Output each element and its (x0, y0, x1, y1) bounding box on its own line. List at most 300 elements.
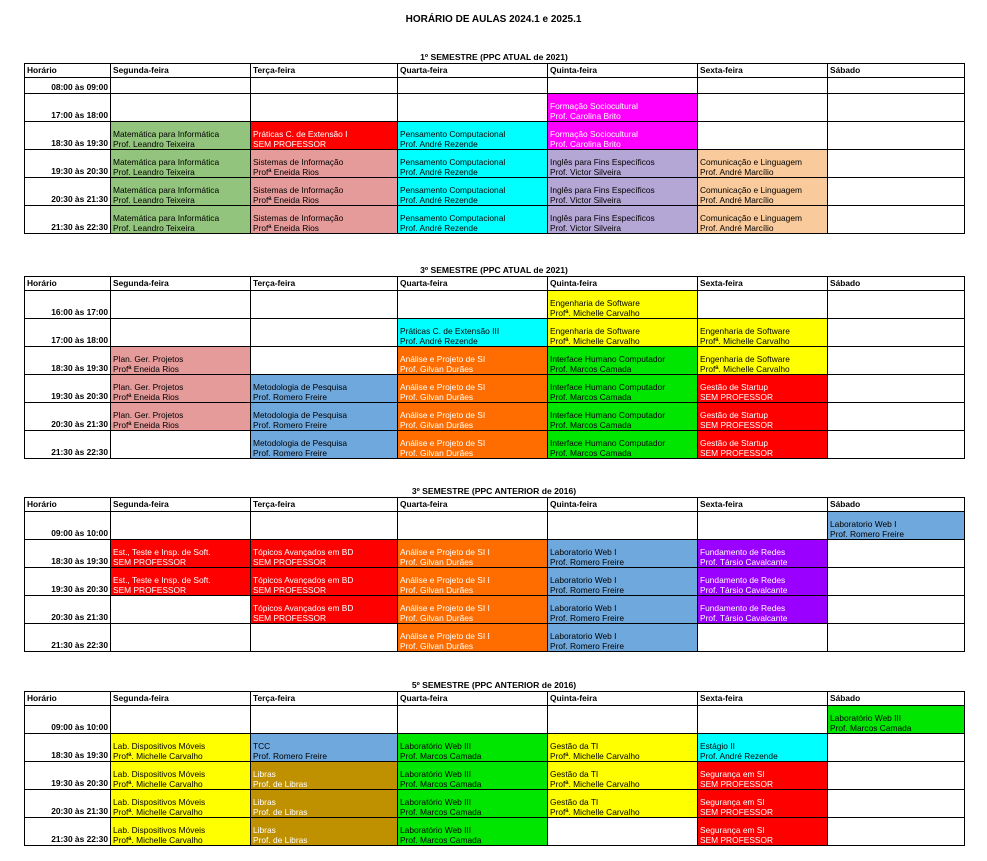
empty-cell (698, 122, 828, 150)
professor-name: Prof. Romero Freire (830, 528, 904, 539)
professor-name: Profª. Michelle Carvalho (700, 335, 790, 346)
class-cell (398, 122, 548, 150)
empty-cell (698, 291, 828, 319)
course-name: Gestão da TI (550, 769, 599, 779)
column-header: Segunda-feira (111, 692, 251, 706)
class-cell (251, 178, 398, 206)
empty-cell (251, 347, 398, 375)
class-cell (698, 347, 828, 375)
professor-name: Prof. Marcos Camada (400, 778, 482, 789)
course-name: Comunicação e Linguagem (700, 157, 802, 167)
column-header: Segunda-feira (111, 277, 251, 291)
course-name: Laboratório Web III (400, 769, 472, 779)
class-cell (251, 431, 398, 459)
empty-cell (548, 78, 698, 94)
class-cell (251, 818, 398, 846)
table-row (25, 319, 965, 347)
course-name: Análise e Projeto de SI (400, 438, 486, 448)
table-row (25, 624, 965, 652)
schedule-table (24, 691, 965, 846)
time-slot: 20:30 às 21:30 (25, 403, 111, 431)
schedule-table (24, 63, 965, 234)
course-name: Segurança em SI (700, 797, 765, 807)
class-cell (398, 375, 548, 403)
course-name: Sistemas de Informação (253, 213, 344, 223)
professor-name: SEM PROFESSOR (700, 834, 774, 845)
professor-name: Prof. Gilvan Durães (400, 556, 474, 567)
table-row (25, 78, 965, 94)
course-name: Matemática para Informática (113, 129, 220, 139)
course-name: Gestão de Startup (700, 382, 768, 392)
class-cell (828, 706, 965, 734)
class-cell (548, 403, 698, 431)
course-name: Metodologia de Pesquisa (253, 410, 348, 420)
section-title: 3º SEMESTRE (PPC ANTERIOR de 2016) (411, 486, 577, 496)
time-slot: 18:30 às 19:30 (25, 347, 111, 375)
class-cell (548, 291, 698, 319)
class-cell (251, 596, 398, 624)
class-cell (548, 150, 698, 178)
course-name: Pensamento Computacional (400, 213, 506, 223)
professor-name: Prof. André Marcílio (700, 222, 774, 233)
column-header: Quarta-feira (398, 64, 548, 78)
course-name: Tópicos Avançados em BD (253, 575, 354, 585)
class-cell (548, 734, 698, 762)
empty-cell (398, 706, 548, 734)
table-row (25, 734, 965, 762)
course-name: Metodologia de Pesquisa (253, 382, 348, 392)
course-name: Formação Sociocultural (550, 129, 638, 139)
course-name: Inglês para Fins Específicos (550, 213, 655, 223)
empty-cell (111, 706, 251, 734)
class-cell (698, 734, 828, 762)
class-cell (548, 375, 698, 403)
professor-name: Profª Eneida Rios (253, 194, 319, 205)
professor-name: Prof. André Rezende (700, 750, 778, 761)
professor-name: Prof. Leandro Teixeira (113, 222, 195, 233)
empty-cell (828, 150, 965, 178)
empty-cell (828, 347, 965, 375)
time-slot: 19:30 às 20:30 (25, 762, 111, 790)
course-name: Fundamento de Redes (700, 603, 786, 613)
course-name: Engenharia de Software (700, 326, 790, 336)
course-name: Análise e Projeto de SI I (400, 631, 490, 641)
column-header: Horário (25, 692, 111, 706)
professor-name: SEM PROFESSOR (253, 138, 327, 149)
table-row (25, 540, 965, 568)
professor-name: SEM PROFESSOR (700, 806, 774, 817)
professor-name: Profª Eneida Rios (113, 391, 179, 402)
time-slot: 18:30 às 19:30 (25, 734, 111, 762)
time-slot: 21:30 às 22:30 (25, 818, 111, 846)
course-name: Análise e Projeto de SI (400, 354, 486, 364)
professor-name: Prof. André Rezende (400, 335, 478, 346)
empty-cell (548, 818, 698, 846)
professor-name: Profª. Michelle Carvalho (550, 335, 640, 346)
course-name: Tópicos Avançados em BD (253, 603, 354, 613)
course-name: Análise e Projeto de SI (400, 410, 486, 420)
professor-name: Profª. Michelle Carvalho (550, 778, 640, 789)
course-name: Laboratorio Web I (830, 519, 897, 529)
course-name: Laboratório Web III (400, 741, 472, 751)
professor-name: Prof. Gilvan Durães (400, 391, 474, 402)
empty-cell (828, 818, 965, 846)
class-cell (698, 150, 828, 178)
time-slot: 16:00 às 17:00 (25, 291, 111, 319)
schedule-table (24, 497, 965, 652)
professor-name: Prof. André Marcílio (700, 166, 774, 177)
class-cell (698, 540, 828, 568)
professor-name: SEM PROFESSOR (700, 778, 774, 789)
empty-cell (828, 762, 965, 790)
time-slot: 18:30 às 19:30 (25, 540, 111, 568)
time-slot: 20:30 às 21:30 (25, 596, 111, 624)
class-cell (251, 540, 398, 568)
class-cell (828, 512, 965, 540)
column-header: Sábado (828, 692, 965, 706)
course-name: Laboratorio Web I (550, 631, 617, 641)
class-cell (698, 818, 828, 846)
professor-name: Prof. Romero Freire (253, 750, 327, 761)
class-cell (251, 150, 398, 178)
course-name: Gestão de Startup (700, 410, 768, 420)
empty-cell (111, 624, 251, 652)
time-slot: 19:30 às 20:30 (25, 375, 111, 403)
course-name: Matemática para Informática (113, 213, 220, 223)
professor-name: Prof. Gilvan Durães (400, 612, 474, 623)
professor-name: Prof. Marcos Camada (830, 722, 912, 733)
professor-name: Profª. Michelle Carvalho (113, 750, 203, 761)
empty-cell (698, 624, 828, 652)
course-name: Matemática para Informática (113, 185, 220, 195)
table-row (25, 706, 965, 734)
empty-cell (111, 596, 251, 624)
class-cell (398, 596, 548, 624)
class-cell (111, 790, 251, 818)
column-header: Segunda-feira (111, 64, 251, 78)
table-row (25, 94, 965, 122)
course-name: Est., Teste e Insp. de Soft. (113, 547, 211, 557)
professor-name: Prof. de Libras (253, 834, 308, 845)
column-header: Terça-feira (251, 277, 398, 291)
schedule-section (24, 265, 964, 459)
column-header: Horário (25, 64, 111, 78)
empty-cell (251, 319, 398, 347)
professor-name: Prof. de Libras (253, 806, 308, 817)
professor-name: Profª. Michelle Carvalho (113, 834, 203, 845)
column-header: Quarta-feira (398, 498, 548, 512)
time-slot: 20:30 às 21:30 (25, 790, 111, 818)
class-cell (398, 568, 548, 596)
professor-name: Profª. Michelle Carvalho (550, 307, 640, 318)
course-name: Comunicação e Linguagem (700, 213, 802, 223)
column-header: Terça-feira (251, 64, 398, 78)
professor-name: Prof. Romero Freire (253, 419, 327, 430)
empty-cell (111, 431, 251, 459)
table-row (25, 790, 965, 818)
table-row (25, 347, 965, 375)
course-name: Sistemas de Informação (253, 185, 344, 195)
time-slot: 17:00 às 18:00 (25, 319, 111, 347)
class-cell (398, 206, 548, 234)
class-cell (398, 540, 548, 568)
class-cell (548, 540, 698, 568)
class-cell (111, 178, 251, 206)
professor-name: Prof. de Libras (253, 778, 308, 789)
course-name: Formação Sociocultural (550, 101, 638, 111)
course-name: Laboratório Web III (830, 713, 902, 723)
time-slot: 21:30 às 22:30 (25, 431, 111, 459)
professor-name: Prof. Marcos Camada (550, 419, 632, 430)
course-name: Libras (253, 825, 276, 835)
empty-cell (698, 512, 828, 540)
professor-name: SEM PROFESSOR (113, 556, 187, 567)
class-cell (398, 818, 548, 846)
column-header: Sexta-feira (698, 64, 828, 78)
class-cell (548, 596, 698, 624)
professor-name: Prof. Victor Silveira (550, 222, 622, 233)
empty-cell (828, 291, 965, 319)
header-row (25, 498, 965, 512)
course-name: Análise e Projeto de SI I (400, 575, 490, 585)
class-cell (398, 624, 548, 652)
class-cell (698, 596, 828, 624)
class-cell (398, 762, 548, 790)
empty-cell (828, 624, 965, 652)
empty-cell (251, 291, 398, 319)
course-name: Gestão da TI (550, 797, 599, 807)
table-row (25, 178, 965, 206)
professor-name: Prof. Gilvan Durães (400, 363, 474, 374)
class-cell (548, 762, 698, 790)
professor-name: Prof. Romero Freire (550, 584, 624, 595)
time-slot: 08:00 às 09:00 (25, 78, 111, 94)
class-cell (548, 790, 698, 818)
course-name: Pensamento Computacional (400, 185, 506, 195)
table-row (25, 762, 965, 790)
course-name: Laboratorio Web I (550, 575, 617, 585)
column-header: Segunda-feira (111, 498, 251, 512)
class-cell (111, 734, 251, 762)
course-name: Lab. Dispositivos Móveis (113, 797, 206, 807)
professor-name: Profª Eneida Rios (253, 222, 319, 233)
class-cell (398, 403, 548, 431)
class-cell (548, 94, 698, 122)
professor-name: SEM PROFESSOR (700, 391, 774, 402)
course-name: Tópicos Avançados em BD (253, 547, 354, 557)
schedule-section (24, 486, 964, 652)
table-row (25, 291, 965, 319)
column-header: Quinta-feira (548, 64, 698, 78)
schedule-table (24, 276, 965, 459)
empty-cell (828, 319, 965, 347)
course-name: Lab. Dispositivos Móveis (113, 769, 206, 779)
empty-cell (828, 734, 965, 762)
course-name: Fundamento de Redes (700, 575, 786, 585)
professor-name: SEM PROFESSOR (113, 584, 187, 595)
time-slot: 21:30 às 22:30 (25, 624, 111, 652)
course-name: Lab. Dispositivos Móveis (113, 825, 206, 835)
empty-cell (828, 375, 965, 403)
course-name: Laboratório Web III (400, 825, 472, 835)
table-row (25, 150, 965, 178)
course-name: Inglês para Fins Específicos (550, 185, 655, 195)
class-cell (251, 122, 398, 150)
time-slot: 20:30 às 21:30 (25, 178, 111, 206)
column-header: Terça-feira (251, 498, 398, 512)
class-cell (111, 762, 251, 790)
empty-cell (698, 78, 828, 94)
time-slot: 17:00 às 18:00 (25, 94, 111, 122)
professor-name: Prof. Carolina Brito (550, 138, 621, 149)
empty-cell (548, 706, 698, 734)
course-name: Lab. Dispositivos Móveis (113, 741, 206, 751)
time-slot: 19:30 às 20:30 (25, 568, 111, 596)
empty-cell (828, 78, 965, 94)
class-cell (698, 431, 828, 459)
course-name: Engenharia de Software (550, 326, 640, 336)
professor-name: Profª. Michelle Carvalho (113, 806, 203, 817)
empty-cell (111, 94, 251, 122)
professor-name: Prof. André Rezende (400, 222, 478, 233)
class-cell (251, 403, 398, 431)
professor-name: Profª. Michelle Carvalho (550, 806, 640, 817)
table-row (25, 568, 965, 596)
empty-cell (251, 624, 398, 652)
professor-name: Prof. Leandro Teixeira (113, 166, 195, 177)
professor-name: Prof. André Rezende (400, 166, 478, 177)
class-cell (111, 206, 251, 234)
header-row (25, 64, 965, 78)
class-cell (251, 790, 398, 818)
empty-cell (398, 291, 548, 319)
column-header: Horário (25, 277, 111, 291)
course-name: Laboratorio Web I (550, 547, 617, 557)
class-cell (548, 431, 698, 459)
course-name: Análise e Projeto de SI I (400, 603, 490, 613)
class-cell (398, 734, 548, 762)
empty-cell (828, 206, 965, 234)
professor-name: Prof. André Rezende (400, 194, 478, 205)
course-name: Análise e Projeto de SI (400, 382, 486, 392)
time-slot: 19:30 às 20:30 (25, 150, 111, 178)
empty-cell (251, 94, 398, 122)
professor-name: Prof. Marcos Camada (400, 806, 482, 817)
section-title: 5º SEMESTRE (PPC ANTERIOR de 2016) (411, 680, 577, 690)
class-cell (111, 818, 251, 846)
table-row (25, 122, 965, 150)
course-name: Práticas C. de Extensão I (253, 129, 348, 139)
course-name: Laboratorio Web I (550, 603, 617, 613)
professor-name: Prof. Marcos Camada (400, 750, 482, 761)
table-row (25, 818, 965, 846)
professor-name: Prof. Gilvan Durães (400, 640, 474, 651)
professor-name: Prof. Victor Silveira (550, 194, 622, 205)
empty-cell (111, 291, 251, 319)
class-cell (698, 375, 828, 403)
professor-name: Profª Eneida Rios (253, 166, 319, 177)
class-cell (251, 734, 398, 762)
course-name: Libras (253, 769, 276, 779)
table-row (25, 375, 965, 403)
course-name: Interface Humano Computador (550, 438, 665, 448)
empty-cell (548, 512, 698, 540)
class-cell (111, 375, 251, 403)
column-header: Sábado (828, 277, 965, 291)
course-name: Segurança em SI (700, 769, 765, 779)
class-cell (251, 206, 398, 234)
column-header: Quinta-feira (548, 692, 698, 706)
column-header: Sábado (828, 64, 965, 78)
course-name: Plan. Ger. Projetos (113, 354, 184, 364)
empty-cell (698, 706, 828, 734)
table-row (25, 512, 965, 540)
class-cell (698, 206, 828, 234)
professor-name: SEM PROFESSOR (253, 556, 327, 567)
empty-cell (828, 431, 965, 459)
class-cell (398, 150, 548, 178)
section-title: 3º SEMESTRE (PPC ATUAL de 2021) (420, 265, 568, 275)
class-cell (398, 319, 548, 347)
class-cell (398, 431, 548, 459)
empty-cell (251, 512, 398, 540)
table-row (25, 403, 965, 431)
professor-name: Prof. Romero Freire (550, 556, 624, 567)
class-cell (548, 568, 698, 596)
professor-name: Profª Eneida Rios (113, 419, 179, 430)
empty-cell (398, 94, 548, 122)
professor-name: Prof. André Rezende (400, 138, 478, 149)
course-name: Fundamento de Redes (700, 547, 786, 557)
professor-name: Prof. Marcos Camada (550, 447, 632, 458)
column-header: Quinta-feira (548, 277, 698, 291)
professor-name: Prof. Romero Freire (550, 640, 624, 651)
professor-name: Profª. Michelle Carvalho (113, 778, 203, 789)
professor-name: Prof. Carolina Brito (550, 110, 621, 121)
professor-name: SEM PROFESSOR (253, 612, 327, 623)
empty-cell (828, 540, 965, 568)
course-name: Pensamento Computacional (400, 157, 506, 167)
professor-name: Prof. Gilvan Durães (400, 584, 474, 595)
class-cell (251, 375, 398, 403)
table-row (25, 206, 965, 234)
course-name: Interface Humano Computador (550, 410, 665, 420)
professor-name: Prof. Gilvan Durães (400, 447, 474, 458)
class-cell (111, 347, 251, 375)
course-name: Segurança em SI (700, 825, 765, 835)
empty-cell (251, 706, 398, 734)
professor-name: Prof. Leandro Teixeira (113, 194, 195, 205)
course-name: Est., Teste e Insp. de Soft. (113, 575, 211, 585)
professor-name: Prof. Társio Cavalcante (700, 612, 788, 623)
empty-cell (828, 178, 965, 206)
time-slot: 18:30 às 19:30 (25, 122, 111, 150)
course-name: Engenharia de Software (700, 354, 790, 364)
professor-name: Prof. Romero Freire (253, 447, 327, 458)
class-cell (398, 347, 548, 375)
course-name: Pensamento Computacional (400, 129, 506, 139)
empty-cell (111, 319, 251, 347)
course-name: Libras (253, 797, 276, 807)
class-cell (698, 178, 828, 206)
professor-name: Prof. Romero Freire (550, 612, 624, 623)
class-cell (698, 568, 828, 596)
class-cell (398, 178, 548, 206)
column-header: Sexta-feira (698, 277, 828, 291)
course-name: Análise e Projeto de SI I (400, 547, 490, 557)
class-cell (548, 178, 698, 206)
course-name: Sistemas de Informação (253, 157, 344, 167)
